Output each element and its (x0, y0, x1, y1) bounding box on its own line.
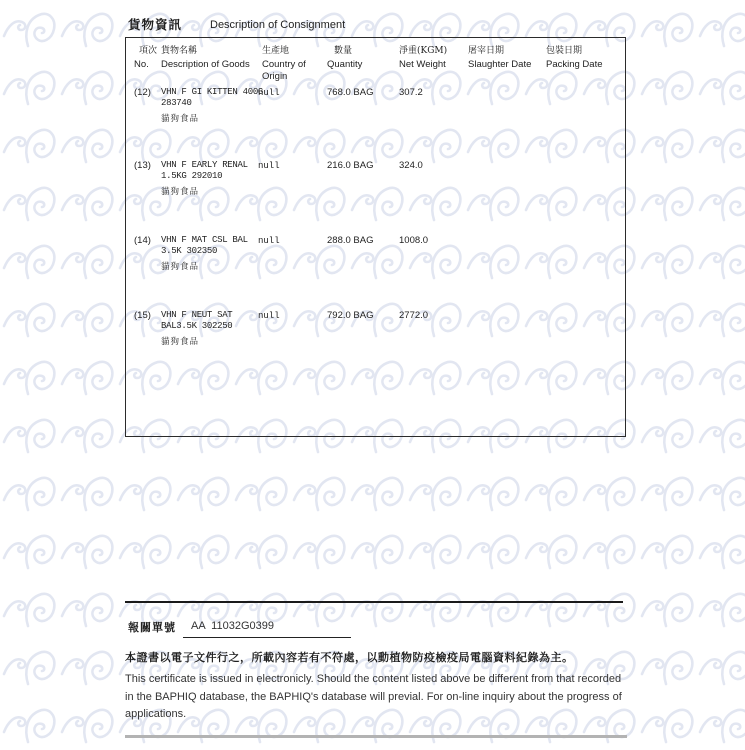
section-title-zh: 貨物資訊 (128, 17, 183, 32)
col-header-slaughter-date (468, 43, 531, 71)
page-bottom-bar (125, 735, 627, 738)
goods-name-line1: VHN F EARLY RENAL (161, 160, 248, 170)
consignment-table (125, 37, 626, 437)
goods-description (161, 160, 267, 197)
col-header-slaughter-date-zh: 屠宰日期 (468, 46, 505, 56)
row-number: (15) (134, 310, 151, 321)
quantity-value: 768.0 BAG (327, 87, 374, 98)
col-header-no-en: No. (134, 59, 149, 70)
section-title-en: Description of Consignment (210, 19, 346, 31)
col-header-description-en: Description of Goods (161, 59, 250, 70)
goods-category: 貓狗食品 (161, 114, 200, 124)
electronic-notice-zh: 本證書以電子文件行之，所載內容若有不符處，以動植物防疫檢疫局電腦資料紀錄為主。 (125, 651, 574, 664)
row-number: (14) (134, 235, 151, 246)
col-header-net-weight-zh: 淨重(KGM) (399, 46, 448, 56)
country-of-origin: null (258, 161, 280, 171)
col-header-slaughter-date-en: Slaughter Date (468, 59, 532, 70)
declaration-number-value: AA 11032G0399 (183, 620, 351, 638)
col-header-quantity (327, 43, 362, 71)
col-header-no-zh: 項次 (139, 46, 158, 56)
net-weight-value: 2772.0 (399, 310, 429, 321)
electronic-notice-en: This certificate is issued in electronicly. Should the content listed above be different from that recorded in the BAPHIQ database, the BAPHIQ's database will previal. For on-line inquiry about the progress of applications. (125, 673, 622, 720)
col-header-packing-date (546, 43, 603, 71)
row-number: (13) (134, 160, 151, 171)
goods-category: 貓狗食品 (161, 187, 200, 197)
col-header-quantity-en: Quantity (327, 59, 363, 70)
col-header-no (134, 43, 157, 71)
quantity-value: 288.0 BAG (327, 235, 374, 246)
country-of-origin: null (258, 88, 280, 98)
country-of-origin: null (258, 311, 280, 321)
goods-description (161, 310, 267, 347)
col-header-packing-date-zh: 包裝日期 (546, 46, 583, 56)
goods-name-line1: VHN F NEUT SAT (161, 310, 233, 320)
goods-description (161, 87, 267, 124)
col-header-origin (262, 43, 320, 83)
net-weight-value: 307.2 (399, 87, 423, 98)
goods-name-line1: VHN F MAT CSL BAL (161, 235, 248, 245)
net-weight-value: 1008.0 (399, 235, 429, 246)
goods-name-line2: 3.5K 302350 (161, 246, 218, 256)
goods-name-line1: VHN F GI KITTEN 400G (161, 87, 264, 97)
goods-name-line2: 1.5KG 292010 (161, 171, 223, 181)
declaration-number-label: 報關單號 (128, 621, 176, 634)
country-of-origin: null (258, 236, 280, 246)
col-header-description (161, 43, 250, 71)
col-header-origin-zh: 生產地 (262, 46, 290, 56)
col-header-origin-en: Country of Origin (262, 59, 306, 82)
goods-category: 貓狗食品 (161, 337, 200, 347)
col-header-description-zh: 貨物名稱 (161, 46, 198, 56)
col-header-net-weight-en: Net Weight (399, 59, 446, 70)
net-weight-value: 324.0 (399, 160, 423, 171)
col-header-quantity-zh: 數量 (334, 46, 353, 56)
col-header-net-weight (399, 43, 447, 71)
goods-name-line2: 283740 (161, 98, 192, 108)
goods-description (161, 235, 267, 272)
quantity-value: 792.0 BAG (327, 310, 374, 321)
quantity-value: 216.0 BAG (327, 160, 374, 171)
footer-divider-line (125, 601, 623, 603)
goods-category: 貓狗食品 (161, 262, 200, 272)
row-number: (12) (134, 87, 151, 98)
goods-name-line2: BAL3.5K 302250 (161, 321, 233, 331)
col-header-packing-date-en: Packing Date (546, 59, 603, 70)
